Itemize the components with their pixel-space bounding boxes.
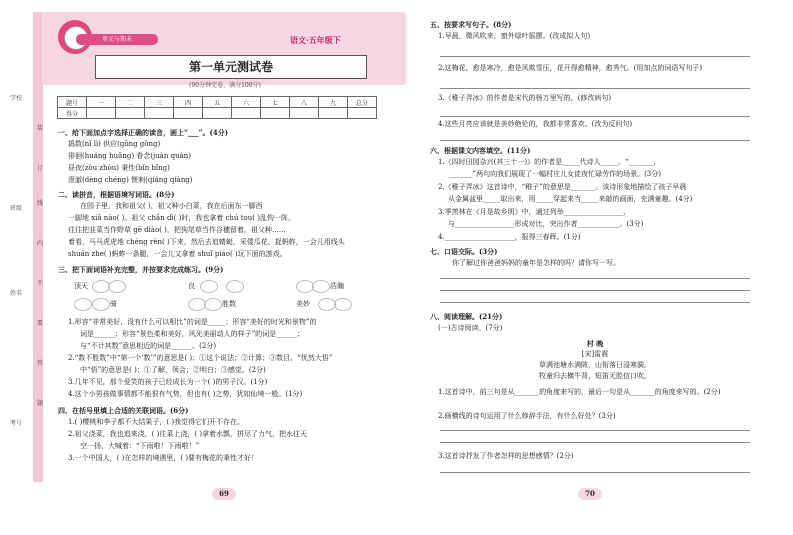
- q5-line: 2.这梅花，愈是寒冷，愈是风欺雪压，花开得愈精神，愈秀气。(用加点的词语写句子): [438, 64, 703, 72]
- score-cell: 二: [116, 97, 145, 108]
- q4-line: 3.一个中国人，( )在怎样的境遇里，( )要有梅花的秉性才好！: [68, 454, 259, 462]
- score-input[interactable]: [87, 108, 116, 119]
- fill-word: 良: [188, 282, 195, 290]
- score-cell: 三: [145, 97, 174, 108]
- q8-line: 3.这首诗抒发了作者怎样的思想感情？(2分): [438, 452, 574, 460]
- q2-line: 着看，马马虎虎地 chéng rèn( )下来，然后去追蜻蜓，采倭瓜花，捉蚂蚱，一会儿用线头: [68, 238, 345, 246]
- q8-sub: (一)古诗阅读。(7分): [438, 324, 503, 332]
- poem-author: [宋]雷震: [581, 350, 609, 358]
- poem-block: [430, 338, 760, 382]
- q6-line: 1.《四时田园杂兴(其三十一)》的作者是_____代诗人_____。“_______，: [438, 158, 661, 166]
- blank-oval[interactable]: [226, 280, 244, 293]
- q2-line: shuān zhe( )蚂蚱一条腿，一会儿又拿着 shuǐ piáo( )玩下面的游戏。: [68, 250, 287, 258]
- q2-line: 一脚地 xiǎ nào( )。祖父 chǎn dì( )时，我也拿着 chú tou( )乱钩一阵。: [68, 214, 295, 222]
- score-input[interactable]: [174, 108, 203, 119]
- q2-heading: 二、读拼音，根据语境写词语。(8分): [58, 190, 175, 199]
- q5-line: 4.这些月亮应该就是美妙绝伦的，我都非常喜欢。(改为反问句): [438, 120, 633, 128]
- q6-line: 2.《稚子弄冰》这首诗中，“稚子”的意思是_______。该诗形象地描绘了孩子早晨: [438, 183, 687, 191]
- q3-line: 3.几年不见，那个爱笑的孩子已经成长为一个( )的男子汉。(1分): [68, 378, 268, 386]
- q5-heading: 五、按要求写句子。(8分): [430, 20, 512, 29]
- side-seal-2: 订: [36, 165, 43, 172]
- blank-oval[interactable]: [108, 280, 126, 293]
- side-label-school: 学校: [10, 95, 23, 102]
- q2-line: 在园子里，我和祖父( )，祖父种小白菜，我在后面东一脚西: [80, 202, 263, 210]
- q7-line: 你了解过你爸爸妈妈的童年是怎样的吗？请你写一写。: [452, 259, 620, 267]
- q8-line: 1.这首诗中，前三句是从_______的角度来写的，最后一句是从_______的角度来写的。(2分): [438, 388, 721, 396]
- q1-line: 昼夜(zòu zhòu) 秉性(bǐn bǐng): [68, 164, 170, 172]
- q4-line: 2.祖父浇菜，我也追来浇，( )往菜上浇，( )拿着水瓢，拼尽了力气，把水往天: [68, 430, 308, 438]
- score-input[interactable]: [261, 108, 290, 119]
- q3-line: 4.这个小男孩做事情都不能很有气势，但也有( )之势，犹如仙境一般。(1分): [68, 390, 303, 398]
- q3-heading: 三、把下面词语补充完整，并按要求完成练习。(9分): [58, 265, 224, 274]
- unit-tag: 单元与期末: [76, 34, 158, 45]
- poem-title: 村 晚: [586, 339, 604, 348]
- q3-line: 与“不计其数”意思相近的词是______。(2分): [80, 342, 217, 350]
- score-input[interactable]: [232, 108, 261, 119]
- answer-line[interactable]: [440, 116, 750, 117]
- q6-line: 从金属盆里_____取出来，用_____穿起来当_____来敲的画面，充满童趣。(4分): [448, 195, 693, 203]
- answer-line[interactable]: [440, 302, 750, 303]
- q8-line: 2.画横线的诗句运用了什么修辞手法，有什么好处？(3分): [438, 412, 616, 420]
- q1-line: 澄澈(dèng chéng) 惬刺(qiáng qiàng): [68, 176, 193, 184]
- side-seal-1: 装: [36, 125, 43, 132]
- answer-line[interactable]: [440, 56, 750, 57]
- q6-line: 3.季羡林在《月是故乡明》中，通过列举_________________，: [438, 208, 631, 216]
- score-cell: 题号: [58, 97, 87, 108]
- answer-line[interactable]: [440, 430, 750, 431]
- fill-word: 骑: [110, 300, 117, 308]
- blank-oval[interactable]: [334, 298, 352, 311]
- side-seal-7: 答: [36, 360, 43, 367]
- fill-word: 浩瀚: [330, 282, 344, 290]
- score-cell: 一: [87, 97, 116, 108]
- q6-heading: 六、根据课文内容填空。(11分): [430, 146, 531, 155]
- score-cell: 八: [290, 97, 319, 108]
- score-cell: 总分: [348, 97, 377, 108]
- side-seal-6: 要: [36, 320, 43, 327]
- score-input[interactable]: [319, 108, 348, 119]
- q3-line: 2.“数不胜数”中“第一个‘数’”的意思是( )；①这个说法；②计算；③数目。“忧然大悟”: [68, 354, 333, 362]
- score-input[interactable]: [203, 108, 232, 119]
- score-value-row: [58, 108, 377, 119]
- score-input[interactable]: [290, 108, 319, 119]
- poem-line: 牧童归去横牛背，短笛无腔信口吹。: [539, 372, 651, 380]
- score-input[interactable]: [145, 108, 174, 119]
- side-seal-8: 题: [36, 400, 43, 407]
- q4-line: 1.( )樱桃和李子都不大结果子，( )我觉得它们开不存在。: [68, 418, 245, 426]
- page-number-left: 69: [212, 488, 236, 500]
- q5-line: 1.早晨，微风吹来，窗外绿叶摇摆。(改成拟人句): [438, 32, 591, 40]
- subject-label: 语文·五年级下: [290, 35, 341, 45]
- score-table: [57, 96, 377, 119]
- score-header-row: [58, 97, 377, 108]
- answer-line[interactable]: [440, 140, 750, 141]
- q6-line: 与_________________形成对比，突出作者____________。(3分): [448, 220, 644, 228]
- q3-line: 1.形容“非常美好，没有什么可以相比”的词是_____；形容“美好的时光和景物”的: [68, 318, 317, 326]
- side-label-id: 考号: [10, 420, 23, 427]
- score-input[interactable]: [348, 108, 377, 119]
- score-cell: 七: [261, 97, 290, 108]
- score-cell: 九: [319, 97, 348, 108]
- q3-line: 中“悟”的意思是( )；①了解，领会；②明白；③感觉。(2分): [80, 366, 266, 374]
- blank-oval[interactable]: [200, 280, 218, 293]
- side-seal-5: 不: [36, 280, 43, 287]
- score-cell: 得分: [58, 108, 87, 119]
- blank-oval[interactable]: [74, 298, 92, 311]
- score-cell: 四: [174, 97, 203, 108]
- q6-line: _______”两句向我们展现了一幅村庄儿女徒夜忙碌劳作的场景。(3分): [448, 170, 661, 178]
- side-label-class: 班级: [10, 205, 23, 212]
- answer-line[interactable]: [440, 472, 750, 473]
- fill-word: 胜数: [222, 300, 236, 308]
- q8-heading: 八、阅读理解。(21分): [430, 312, 503, 321]
- q4-line: 空一扬，大喊着：“下雨啦！下雨啦！”: [80, 442, 200, 450]
- side-label-name: 姓名: [10, 290, 23, 297]
- q1-line: 捣数(nǐ lì) 供应(gōng gǒng): [68, 140, 161, 148]
- blank-oval[interactable]: [312, 280, 330, 293]
- q3-line: 词是______；形容“景色柔和美好，风光美丽动人的样子”的词是______；: [80, 330, 305, 338]
- page-title: 第一单元测试卷: [95, 55, 367, 79]
- q2-line: 往往把韭菜当作野草 gē diào( )，把狗尾草当作谷穗留着。祖父种……: [68, 226, 286, 234]
- q4-heading: 四、在括号里填上合适的关联词语。(6分): [58, 406, 189, 415]
- fill-word: 顶天: [74, 282, 88, 290]
- q5-line: 3.《稚子弄冰》的作者是宋代的杨万里写的。(修改病句): [438, 94, 612, 102]
- time-note: (90分钟完卷，满分100分): [189, 82, 261, 89]
- score-cell: 六: [232, 97, 261, 108]
- side-seal-4: 内: [36, 240, 43, 247]
- answer-line[interactable]: [440, 88, 750, 89]
- blank-oval[interactable]: [92, 298, 110, 311]
- score-cell: 五: [203, 97, 232, 108]
- blank-oval[interactable]: [204, 298, 222, 311]
- score-input[interactable]: [116, 108, 145, 119]
- q1-line: 徘徊(huáng huǎng) 眷念(juàn quàn): [68, 152, 191, 160]
- q1-heading: 一、给下面加点字选择正确的读音，画上“___”。(4分): [58, 128, 229, 137]
- poem-line: 草满池塘水满陂，山衔落日浸寒漪。: [539, 361, 651, 369]
- answer-line[interactable]: [440, 442, 750, 443]
- q6-line: 4.____________________，报得三春晖。(1分): [438, 233, 581, 241]
- page-number-right: 70: [578, 488, 602, 500]
- side-seal-3: 线: [36, 200, 43, 207]
- fill-word: 美妙: [296, 300, 310, 308]
- answer-line[interactable]: [440, 290, 750, 291]
- q7-heading: 七、口语交际。(3分): [430, 247, 498, 256]
- answer-line[interactable]: [440, 278, 750, 279]
